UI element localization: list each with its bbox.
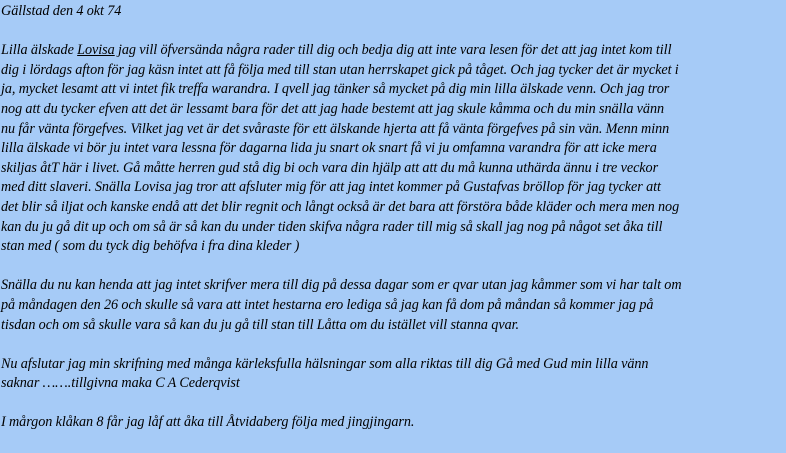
paragraph-3	[1, 355, 786, 394]
paragraph-1-line-3: ja, mycket lesamt att vi intet fik treffa warandra. I qvell jag tänker så mycket på dig min lilla älskade venn. Och jag tror	[1, 81, 670, 98]
paragraph-2-line-2: på måndagen den 26 och skulle så vara att intet hestarna ero lediga så jag kan få dom på måndan så kommer jag på	[1, 296, 654, 313]
line-text: jag vill öfversända några rader till dig och bedja dig att inte vara lesen för det att jag intet kom till	[114, 42, 672, 59]
paragraph-3-line-1: Nu afslutar jag min skrifning med många kärleksfulla hälsningar som alla riktas till dig Gå med Gud min lilla vänn	[1, 355, 649, 372]
paragraph-1-line-8: med ditt slaveri. Snälla Lovisa jag tror att afsluter mig för att jag intet kommer på Gustafvas bröllop för jag tycker att	[1, 179, 661, 196]
paragraph-2-line-3: tisdan och om så skulle vara så kan du ju gå till stan till Låtta om du istället vill stanna qvar.	[1, 316, 520, 333]
recipient-name: Lovisa	[77, 42, 115, 59]
paragraph-2-line-1: Snälla du nu kan henda att jag intet skrifver mera till dig på dessa dagar som er qvar utan jag kåmmer som vi har talt om	[1, 277, 682, 294]
paragraph-1-line-7: skiljas åtT här i livet. Gå måtte herren gud stå dig bi och vara din hjälp att att du må kunna uthärda ännu i tre veckor	[1, 159, 659, 176]
paragraph-1-line-11: stan med ( som du tyck dig behöfva i fra dina kleder )	[1, 238, 300, 255]
paragraph-gap	[1, 22, 786, 42]
paragraph-2	[1, 276, 786, 335]
paragraph-gap	[1, 257, 786, 277]
paragraph-gap	[1, 335, 786, 355]
dateline: Gällstad den 4 okt 74	[1, 3, 122, 19]
signature-line: saknar …….tillgivna maka C A Cederqvist	[1, 375, 240, 392]
paragraph-1-line-5: nu får vänta förgefves. Vilket jag vet är det svåraste för ett älskande hjerta att få vänta förgefves på sin vän. Menn minn	[1, 120, 670, 137]
paragraph-1-line-10: kan du ju gå dit up och om så är så kan du under tiden skifva några rader till mig så skall jag nog på något set åka till	[1, 218, 663, 235]
greeting-text: Lilla älskade	[1, 42, 78, 59]
paragraph-1-line-6: lilla älskade vi bör ju intet vara lessna för dagarna lida ju snart ok snart få vi ju omfamna varandra för att icke mera	[1, 140, 657, 157]
paragraph-1-line-4: nog att du tycker efven att det är lessamt bara för det att jag hade bestemt att jag skule kåmma och du min snälla vänn	[1, 100, 665, 117]
postscript: I mårgon klåkan 8 får jag låf att åka till Åtvidaberg följa med jingjingarn.	[1, 414, 415, 431]
paragraph-gap	[1, 394, 786, 414]
paragraph-1-line-2: dig i lördags afton för jag käsn intet att få följa med till stan utan herrskapet gick på tåget. Och jag tycker det är mycket i	[1, 61, 679, 78]
paragraph-1	[1, 41, 786, 257]
paragraph-1-line-1	[1, 41, 786, 61]
paragraph-1-line-9: det blir så iljat och kanske endå att det blir regnit och långt också är det bara att förstöra både kläder och mera men nog	[1, 198, 680, 215]
